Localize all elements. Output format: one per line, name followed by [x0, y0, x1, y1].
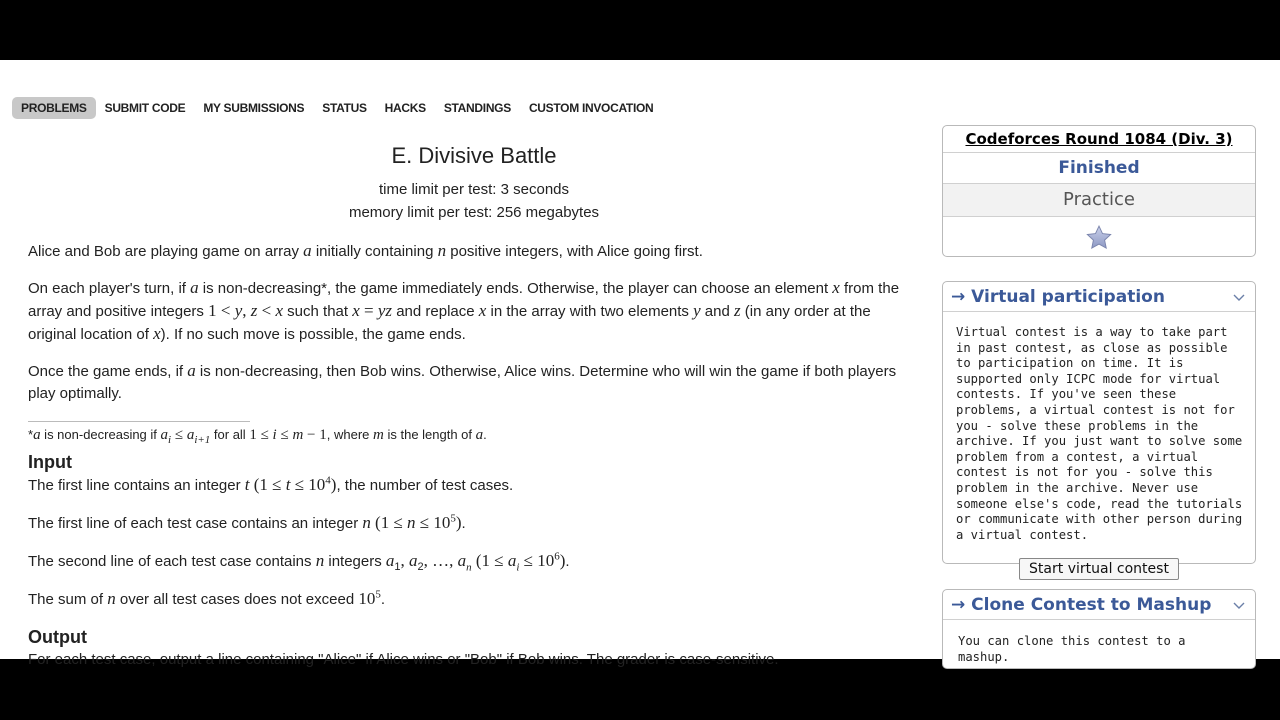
- favorite-star[interactable]: [943, 217, 1255, 259]
- contest-name-link[interactable]: Codeforces Round 1084 (Div. 3): [965, 130, 1233, 148]
- statement-paragraph: Once the game ends, if a is non-decreasing, then Bob wins. Otherwise, Alice wins. Determine who will win the game if both players play optimally.: [28, 361, 897, 402]
- nav-submit-code[interactable]: SUBMIT CODE: [104, 100, 186, 115]
- problem-statement: [28, 140, 920, 671]
- nav-hacks[interactable]: HACKS: [384, 100, 426, 115]
- chevron-down-icon[interactable]: [1232, 598, 1246, 612]
- input-spec: The first line contains an integer t $(1 \le t \le 10^4)$, the number of test cases.: [28, 474, 514, 494]
- contest-mode: Practice: [943, 184, 1255, 217]
- problem-title: E. Divisive Battle: [391, 143, 557, 168]
- page: [0, 60, 1280, 668]
- start-virtual-contest-button[interactable]: Start virtual contest: [1019, 558, 1179, 580]
- statement-paragraph: On each player's turn, if a is non-decreasing*, the game immediately ends. Otherwise, the player can choose an element x from the array and positive integers 1 < y, z < x such that x = yz and replace x in the array with two elements y and z (in any order at the original location of x). If no such move is possible, the game ends.: [28, 278, 900, 343]
- footnote-divider: [28, 421, 250, 422]
- virtual-participation-box: [942, 281, 1256, 578]
- statement-paragraph: Alice and Bob are playing game on array a initially containing n positive integers, with Alice going first.: [28, 241, 703, 260]
- contest-nav: [12, 96, 662, 119]
- clone-contest-text: You can clone this contest to a mashup.: [958, 634, 1186, 664]
- nav-status[interactable]: STATUS: [322, 100, 367, 115]
- star-icon[interactable]: [1085, 224, 1113, 252]
- nav-my-submissions[interactable]: MY SUBMISSIONS: [203, 100, 305, 115]
- chevron-down-icon[interactable]: [1232, 290, 1246, 304]
- clone-contest-title: → Clone Contest to Mashup: [951, 594, 1212, 615]
- footnote: *a is non-decreasing if $a_i \le a_{i+1}$ for all 1 ≤ i ≤ m − 1, where m is the length of a.: [28, 427, 487, 446]
- time-limit: time limit per test: 3 seconds: [378, 181, 570, 198]
- nav-problems[interactable]: PROBLEMS: [12, 97, 96, 119]
- virtual-participation-title: → Virtual participation: [951, 286, 1165, 307]
- virtual-participation-header[interactable]: [943, 282, 1255, 312]
- output-spec: For each test case, output a line containing "Alice" if Alice wins or "Bob" if Bob wins. The grader is case-sensitive.: [28, 651, 779, 668]
- input-spec: The first line of each test case contains an integer n $(1 \le n \le 10^5)$.: [28, 512, 466, 532]
- clone-contest-box: [942, 589, 1256, 669]
- virtual-participation-text: Virtual contest is a way to take part in past contest, as close as possible to participation on time. It is supported only ICPC mode for virtual contests. If you've seen these problems, a virtual contest is not for you - solve these problems in the archive. If you just want to solve some problem from a contest, a virtual contest is not for you - solve this problem in the archive. Never use someone else's code, read the tutorials or communicate with other person during a virtual contest.: [956, 325, 1243, 542]
- input-spec: The sum of n over all test cases does not exceed $10^5$.: [28, 588, 386, 608]
- contest-info-box: [942, 125, 1256, 257]
- nav-custom-invocation[interactable]: CUSTOM INVOCATION: [528, 100, 654, 115]
- memory-limit: memory limit per test: 256 megabytes: [348, 204, 600, 221]
- input-header: Input: [28, 452, 72, 472]
- contest-status: Finished: [943, 153, 1255, 184]
- nav-standings[interactable]: STANDINGS: [443, 100, 511, 115]
- output-header: Output: [28, 627, 87, 647]
- clone-contest-header[interactable]: [943, 590, 1255, 620]
- input-spec: The second line of each test case contains n integers $a_1$, $a_2$, …, $a_n$ $(1 \le a_i \le 10^6)$.: [28, 550, 570, 574]
